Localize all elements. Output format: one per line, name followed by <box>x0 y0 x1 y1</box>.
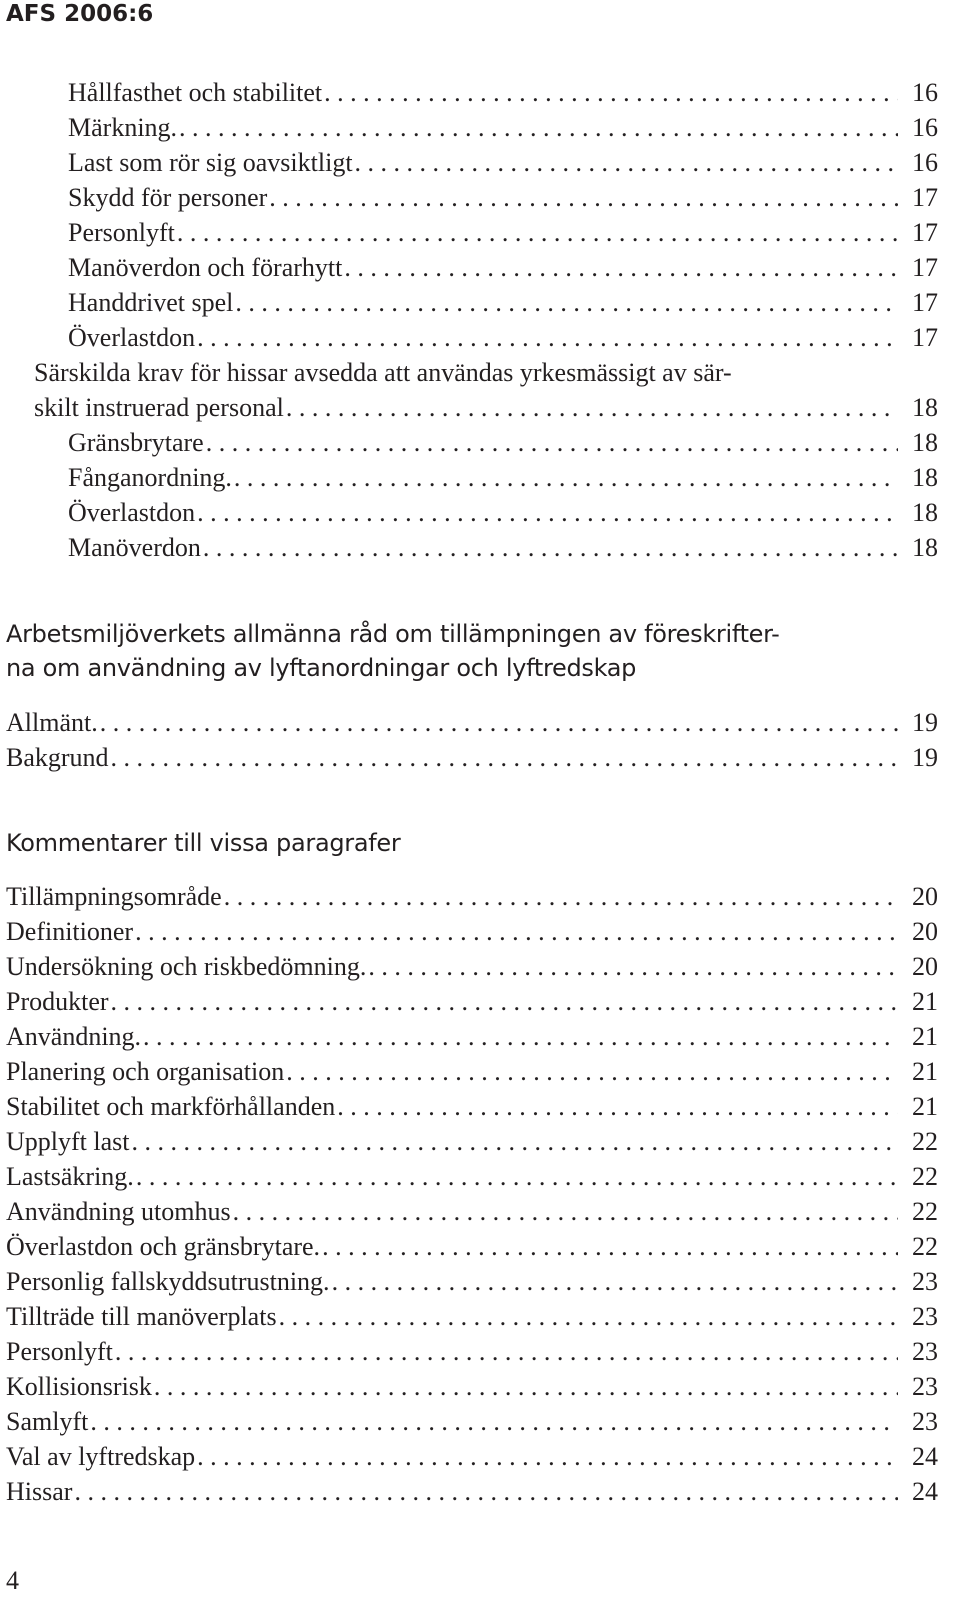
toc-entry <box>6 1335 938 1369</box>
toc-entry <box>6 1405 938 1439</box>
toc-entry-page: 17 <box>898 321 938 355</box>
toc-entry <box>68 251 938 285</box>
toc-entry-title: Överlastdon och gränsbrytare. <box>6 1232 321 1261</box>
dot-leader <box>366 950 938 984</box>
toc-entry-page: 23 <box>898 1335 938 1369</box>
toc-entry <box>6 1440 938 1474</box>
toc-entry-page: 17 <box>898 286 938 320</box>
toc-entry-title: Användning utomhus <box>6 1197 231 1226</box>
dot-leader <box>175 216 938 250</box>
dot-leader <box>284 391 938 425</box>
toc-entry-title: Last som rör sig oavsiktligt <box>68 148 353 177</box>
dot-leader <box>201 531 938 565</box>
toc-entry-page: 19 <box>898 706 938 740</box>
toc-entry-page: 18 <box>898 531 938 565</box>
dot-leader <box>152 1370 938 1404</box>
toc-entry-title: Manöverdon <box>68 533 201 562</box>
toc-entry <box>6 1195 938 1229</box>
toc-entry-page: 22 <box>898 1230 938 1264</box>
toc-entry <box>6 880 938 914</box>
toc-entry <box>68 426 938 460</box>
toc-entry-title: Bakgrund <box>6 743 109 772</box>
toc-entry-title-line2: skilt instruerad personal <box>34 393 284 422</box>
toc-entry-page: 17 <box>898 216 938 250</box>
toc-entry-title-line1: Särskilda krav för hissar avsedda att användas yrkesmässigt av sär- <box>34 358 732 387</box>
toc-entry-title: Val av lyftredskap <box>6 1442 196 1471</box>
toc-entry-title: Fånganordning. <box>68 463 232 492</box>
toc-entry <box>6 985 938 1019</box>
dot-leader <box>320 1230 938 1264</box>
dot-leader <box>353 146 938 180</box>
page-number: 4 <box>6 1566 19 1595</box>
toc-entry-title: Personlig fallskyddsutrustning. <box>6 1267 330 1296</box>
toc-entry-title: Lastsäkring. <box>6 1162 134 1191</box>
toc-entry-title: Planering och organisation <box>6 1057 285 1086</box>
toc-entry-page: 16 <box>898 76 938 110</box>
toc-entry-page: 17 <box>898 251 938 285</box>
toc-entry-title: Kollisionsrisk <box>6 1372 152 1401</box>
dot-leader <box>322 76 938 110</box>
toc-entry-title: Skydd för personer <box>68 183 268 212</box>
toc-entry-page: 23 <box>898 1370 938 1404</box>
dot-leader <box>222 880 938 914</box>
dot-leader <box>195 496 938 530</box>
dot-leader <box>177 111 938 145</box>
toc-entry <box>68 321 938 355</box>
dot-leader <box>195 321 938 355</box>
toc-entry-title: Samlyft <box>6 1407 89 1436</box>
document-id-header: AFS 2006:6 <box>6 1 154 27</box>
toc-entry-page: 21 <box>898 1055 938 1089</box>
dot-leader <box>231 1195 938 1229</box>
toc-entry-title: Gränsbrytare <box>68 428 204 457</box>
dot-leader <box>277 1300 938 1334</box>
dot-leader <box>88 1405 938 1439</box>
toc-entry-title: Överlastdon <box>68 323 196 352</box>
dot-leader <box>342 251 938 285</box>
toc-entry <box>6 706 938 740</box>
toc-entry <box>6 915 938 949</box>
toc-entry-title: Handdrivet spel <box>68 288 234 317</box>
toc-entry <box>68 461 938 495</box>
toc-entry-title: Användning. <box>6 1022 142 1051</box>
toc-entry <box>6 1300 938 1334</box>
dot-leader <box>134 1160 938 1194</box>
toc-entry <box>6 1370 938 1404</box>
toc-entry-page: 23 <box>898 1405 938 1439</box>
dot-leader <box>195 1440 938 1474</box>
toc-entry-title: Personlyft <box>6 1337 113 1366</box>
toc-entry-title: Allmänt. <box>6 708 98 737</box>
toc-entry-title: Tillämpningsområde <box>6 882 222 911</box>
toc-entry <box>6 1090 938 1124</box>
dot-leader <box>98 706 938 740</box>
toc-entry <box>68 496 938 530</box>
toc-entry <box>6 1020 938 1054</box>
toc-entry-title: Upplyft last <box>6 1127 130 1156</box>
toc-entry-page: 24 <box>898 1440 938 1474</box>
dot-leader <box>72 1475 938 1509</box>
toc-entry <box>34 391 938 425</box>
toc-entry <box>68 216 938 250</box>
toc-entry-page: 21 <box>898 985 938 1019</box>
toc-entry-title: Hållfasthet och stabilitet <box>68 78 323 107</box>
toc-entry-title: Personlyft <box>68 218 175 247</box>
toc-entry-page: 21 <box>898 1020 938 1054</box>
toc-entry <box>68 531 938 565</box>
toc-entry-title: Hissar <box>6 1477 73 1506</box>
toc-entry-title: Produkter <box>6 987 109 1016</box>
section-heading-comments: Kommentarer till vissa paragrafer <box>6 829 401 857</box>
toc-entry <box>68 111 938 145</box>
toc-entry-title: Överlastdon <box>68 498 196 527</box>
toc-entry-page: 20 <box>898 915 938 949</box>
dot-leader <box>233 286 938 320</box>
dot-leader <box>204 426 938 460</box>
dot-leader <box>284 1055 938 1089</box>
toc-entry-title: Definitioner <box>6 917 134 946</box>
toc-entry <box>68 146 938 180</box>
toc-entry-page: 18 <box>898 391 938 425</box>
toc-entry-page: 18 <box>898 496 938 530</box>
dot-leader <box>335 1090 938 1124</box>
section-heading-advice-line2: na om användning av lyftanordningar och lyftredskap <box>6 654 637 682</box>
toc-entry-page: 18 <box>898 426 938 460</box>
toc-entry-page: 16 <box>898 111 938 145</box>
toc-entry <box>6 741 938 775</box>
section-heading-advice-line1: Arbetsmiljöverkets allmänna råd om tillämpningen av föreskrifter- <box>6 620 780 648</box>
toc-entry-page: 20 <box>898 950 938 984</box>
toc-entry-page: 22 <box>898 1160 938 1194</box>
toc-entry-page: 23 <box>898 1300 938 1334</box>
dot-leader <box>267 181 938 215</box>
toc-entry-title: Manöverdon och förarhytt <box>68 253 343 282</box>
toc-entry-page: 17 <box>898 181 938 215</box>
toc-entry-page: 16 <box>898 146 938 180</box>
toc-entry <box>68 286 938 320</box>
toc-entry-page: 21 <box>898 1090 938 1124</box>
toc-entry-page: 22 <box>898 1195 938 1229</box>
toc-entry-page: 18 <box>898 461 938 495</box>
dot-leader <box>330 1265 938 1299</box>
toc-entry <box>6 1475 938 1509</box>
toc-entry-page: 24 <box>898 1475 938 1509</box>
dot-leader <box>133 915 938 949</box>
toc-entry-title: Märkning. <box>68 113 178 142</box>
toc-entry-title: Undersökning och riskbedömning. <box>6 952 367 981</box>
dot-leader <box>113 1335 938 1369</box>
toc-entry <box>6 950 938 984</box>
dot-leader <box>109 741 938 775</box>
toc-entry-page: 22 <box>898 1125 938 1159</box>
toc-entry <box>6 1265 938 1299</box>
dot-leader <box>232 461 938 495</box>
toc-entry <box>68 76 938 110</box>
toc-entry <box>6 1125 938 1159</box>
toc-entry-page: 20 <box>898 880 938 914</box>
dot-leader <box>141 1020 938 1054</box>
toc-entry <box>6 1055 938 1089</box>
toc-entry <box>68 181 938 215</box>
toc-entry-page: 23 <box>898 1265 938 1299</box>
toc-entry <box>6 1230 938 1264</box>
toc-entry-title: Stabilitet och markförhållanden <box>6 1092 336 1121</box>
toc-entry-page: 19 <box>898 741 938 775</box>
toc-entry-title: Tillträde till manöverplats <box>6 1302 277 1331</box>
dot-leader <box>109 985 938 1019</box>
toc-entry <box>6 1160 938 1194</box>
dot-leader <box>130 1125 939 1159</box>
